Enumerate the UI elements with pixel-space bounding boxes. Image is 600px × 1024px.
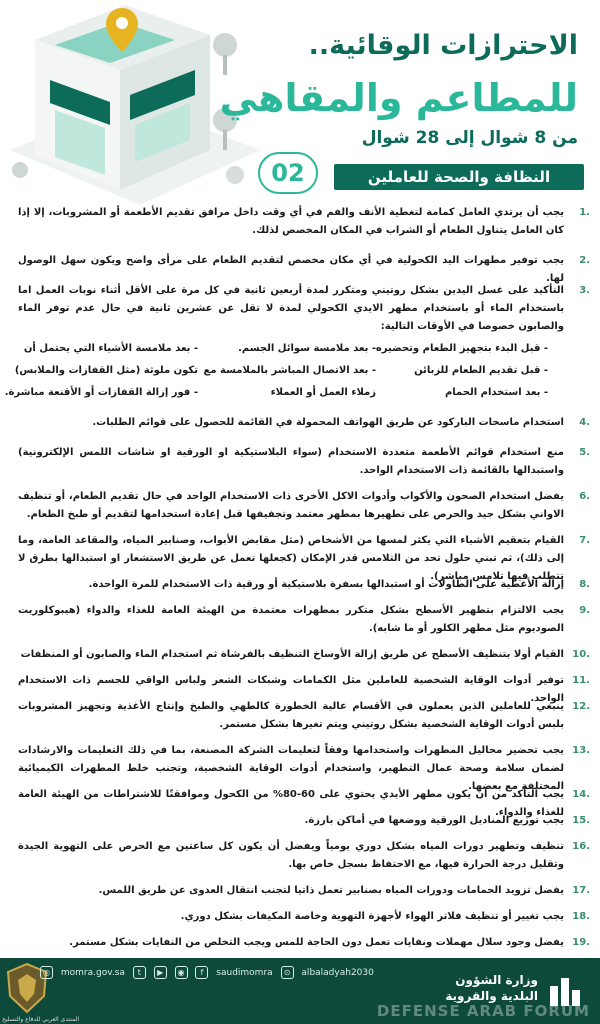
section-header — [258, 152, 586, 194]
time-entry: - بعد الاتصال المباشر بالملامسة مع — [203, 365, 376, 376]
time-entry: تكون ملوثة (مثل القفازات والملابس) — [14, 365, 198, 376]
item-number: 2. — [579, 255, 590, 266]
item-text: القيام بتعقيم الأشياء التي يكثر لمسها من الأشخاص (مثل مقابض الأبواب، وصنابير المياه، والمقاعد العامة، وما إلى ذلك)، ثم تبني حلول تحد من التلامس قدر الإمكان (كجعلها تعمل عن طريق الاستشعار او استبدالها بطرق لا تتطلب فيها تلامس مباشر). — [18, 535, 564, 582]
footer — [0, 958, 600, 1024]
time-entry: - بعد ملامسة سوائل الجسم. — [238, 343, 376, 354]
item-text: القيام أولا بتنظيف الأسطح عن طريق إزالة الأوساخ التنظيف بالفرشاة ثم استخدام الماء والصابون أو المنظفات — [20, 649, 564, 660]
item-number: 16. — [572, 841, 590, 852]
time-entry: - فور إزالة القفازات أو الأقنعة مباشرة. — [4, 387, 198, 398]
item-text: يفضل استخدام الصحون والأكواب وأدوات الاكل الأخرى ذات الاستخدام الواحد في حال تقديم الطعام، أو تنظيف الاواني بشكل جيد والحرص على تطهيرها بمطهر معتمد وتجفيفها قبل إعادة استخدامها لتقديم أو طبخ الطعام. — [18, 491, 564, 520]
item-number: 6. — [579, 491, 590, 502]
item-text: يجب أن يرتدي العامل كمامة لتغطية الأنف والفم في أي وقت داخل مرافق تقديم الأطعمة أو المشروبات، إلا إذا كان العامل يتناول الطعام أو الشراب في المكان المخصص لذلك. — [18, 207, 564, 236]
item-number: 11. — [572, 675, 590, 686]
item-text: يفضل وجود سلال مهملات ونفايات تعمل دون الحاجة للمس ويجب التخلص من النفايات بشكل مستمر. — [69, 937, 564, 948]
item-number: 17. — [572, 885, 590, 896]
ministry-line-1: وزارة الشؤون — [455, 973, 538, 987]
globe-icon: ◎ — [40, 966, 53, 979]
time-entry: - بعد ملامسة الأشياء التي يحتمل أن — [23, 343, 198, 354]
item-number: 3. — [579, 285, 590, 296]
social-links — [40, 966, 390, 984]
times-column-2 — [203, 338, 376, 404]
item-number: 8. — [579, 579, 590, 590]
item-text: يجب الالتزام بتطهير الأسطح بشكل متكرر بمطهرات معتمدة من الهيئة العامة للغذاء والدواء (هيبوكلوريت الصوديوم مثل مطهر الكلور أو ما شابه). — [18, 605, 564, 634]
item-number: 19. — [572, 937, 590, 948]
item-number: 15. — [572, 815, 590, 826]
item-number: 10. — [572, 649, 590, 660]
item-number: 7. — [579, 535, 590, 546]
time-entry: - بعد استخدام الحمام — [444, 387, 548, 398]
times-column-1 — [375, 338, 548, 404]
times-column-3 — [4, 338, 198, 404]
item-number: 5. — [579, 447, 590, 458]
section-number: 02 — [258, 152, 318, 194]
date-range: من 8 شوال إلى 28 شوال — [361, 128, 578, 148]
section-title: النظافة والصحة للعاملين — [334, 164, 584, 190]
title-line-2: للمطاعم والمقاهي — [219, 76, 578, 120]
item-text: التأكيد على غسل اليدين بشكل روتيني ومتكرر لمدة أربعين ثانية في كل مرة على الأقل أثناء نوبات العمل اما باستخدام الماء أو باستخدام مطهر الايدي الكحولي لمدة لا تقل عن عشرين ثانية في حال عدم توفر الماء والصابون خصوصا في الأوقات التالية: — [18, 285, 564, 332]
forum-caption: المنتدى العربي للدفاع والتسليح — [2, 1016, 79, 1023]
instagram-icon: ◉ — [175, 966, 188, 979]
twitter-icon: t — [133, 966, 146, 979]
header — [0, 0, 600, 200]
item-text: إزالة الأغطية على الطاولات أو استبدالها بسفرة بلاستيكية أو ورقية ذات الاستخدام للمرة الواحدة. — [88, 579, 564, 590]
time-entry: زملاء العمل أو العملاء — [270, 387, 376, 398]
item-text: يفضل تزويد الحمامات ودورات المياه بصنابير تعمل ذاتيا لتجنب انتقال العدوى عن طريق اللمس. — [98, 885, 564, 896]
item-text: يجب التأكد من أن يكون مطهر الأيدي يحتوي على 60-80% من الكحول وموافقتًا للاشتراطات من الهيئة العامة للغذاء والدواء. — [18, 789, 565, 818]
time-entry: - قبل البدء بتجهيز الطعام وتحضيره — [375, 343, 548, 354]
item-number: 9. — [579, 605, 590, 616]
item-text: ينبغي للعاملين الذين يعملون في الأقسام عالية الخطورة كالطهي والطبخ وإنتاج الأغذية وتجهيز المشروبات بلبس أدوات الوقاية الشخصية بشكل روتيني ويتم تغيرها بشكل مستمر. — [18, 701, 564, 730]
vision-icon: ⊙ — [281, 966, 294, 979]
item-number: 4. — [579, 417, 590, 428]
item-text: يجب تحضير محاليل المطهرات واستخدامها وفقاً لتعليمات الشركة المصنعة، بما في ذلك التعليمات والارشادات لضمان سلامة وصحة عمال التطهير، واستخدام أدوات الوقاية الشخصية، وتجنب خلط المطهرات الكيميائية المختلفة مع بعضها. — [18, 745, 564, 792]
item-text: يجب توزيع المناديل الورقية ووضعها في أماكن بارزة. — [304, 815, 564, 826]
facebook-icon: f — [195, 966, 208, 979]
item-number: 12. — [572, 701, 590, 712]
social-handle-2[interactable]: albaladyah2030 — [301, 967, 374, 978]
handwash-times — [4, 338, 548, 400]
item-text: توفير أدوات الوقاية الشخصية للعاملين مثل الكمامات وشبكات الشعر ولباس الواقي للجسم ذات الاستخدام الواحد. — [18, 675, 564, 704]
website-link[interactable]: momra.gov.sa — [60, 967, 125, 978]
social-handle[interactable]: saudimomra — [216, 967, 273, 978]
item-text: يجب توفير مطهرات اليد الكحولية في أي مكان مخصص لتقديم الطعام على مرأى واضح ويكون سهل الوصول لها. — [18, 255, 564, 284]
item-number: 1. — [579, 207, 590, 218]
item-text: تنظيف وتطهير دورات المياه بشكل دوري يومياً ويفضل أن يكون كل ساعتين مع الحرص على التهوية الجيدة وتقليل درجة الحرارة فيها، مع الاحتفاظ بسجل خاص بها. — [18, 841, 564, 870]
item-number: 13. — [572, 745, 590, 756]
time-entry: - قبل تقديم الطعام للزبائن — [414, 365, 548, 376]
title-line-1: الاحترازات الوقائية.. — [308, 30, 578, 61]
item-number: 14. — [572, 789, 590, 800]
ministry-name — [445, 972, 538, 1004]
item-number: 18. — [572, 911, 590, 922]
ministry-line-2: البلدية والقروية — [445, 989, 538, 1003]
item-text: يجب تغيير أو تنظيف فلاتر الهواء لأجهزة التهوية وخاصة المكيفات بشكل دوري. — [180, 911, 564, 922]
watermark: DEFENSE ARAB FORUM — [376, 1002, 590, 1020]
youtube-icon: ▶ — [154, 966, 167, 979]
item-text: استخدام ماسحات الباركود عن طريق الهواتف المحمولة في القائمة للحصول على قوائم الطلبات. — [92, 417, 564, 428]
item-text: منع استخدام قوائم الأطعمة متعددة الاستخدام (سواء البلاستيكية او الورقية او شاشات اللمس الإلكترونية) واستبدالها بالقائمة ذات الاستخدام الواحد. — [18, 447, 564, 476]
